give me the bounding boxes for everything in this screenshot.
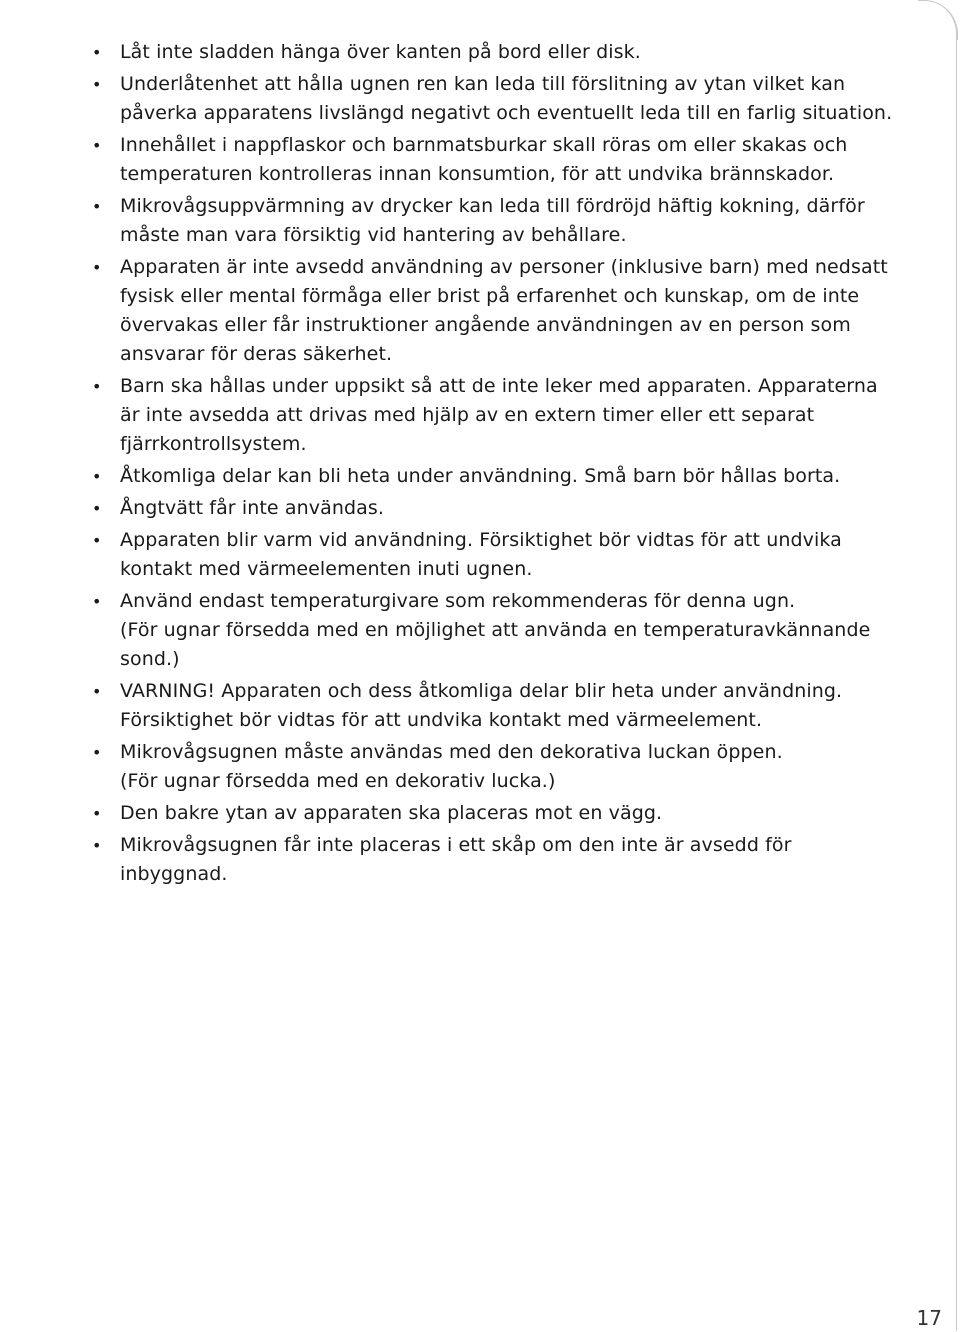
list-item-text: VARNING! Apparaten och dess åtkomliga delar blir heta under användning. Försiktighet bör vidtas för att undvika kontakt med värmeelement. bbox=[120, 680, 843, 731]
list-item bbox=[92, 462, 922, 491]
list-item bbox=[92, 131, 922, 189]
list-item bbox=[92, 831, 922, 889]
list-item-text: Använd endast temperaturgivare som rekommenderas för denna ugn. (För ugnar försedda med en möjlighet att använda en temperaturavkännande sond.) bbox=[120, 590, 871, 670]
list-item-text: Den bakre ytan av apparaten ska placeras mot en vägg. bbox=[120, 802, 663, 824]
list-item bbox=[92, 587, 922, 674]
bullet-icon: • bbox=[92, 531, 102, 550]
list-item-text: Låt inte sladden hänga över kanten på bord eller disk. bbox=[120, 41, 641, 63]
bullet-icon: • bbox=[92, 377, 102, 396]
safety-instructions-list bbox=[92, 38, 922, 892]
bullet-icon: • bbox=[92, 592, 102, 611]
list-item-text: Mikrovågsuppvärmning av drycker kan leda till fördröjd häftig kokning, därför måste man vara försiktig vid hantering av behållare. bbox=[120, 195, 865, 246]
list-item-text: Underlåtenhet att hålla ugnen ren kan leda till förslitning av ytan vilket kan påverka apparatens livslängd negativt och eventuellt leda till en farlig situation. bbox=[120, 73, 893, 124]
bullet-icon: • bbox=[92, 43, 102, 62]
list-item bbox=[92, 38, 922, 67]
bullet-icon: • bbox=[92, 258, 102, 277]
list-item-text: Apparaten är inte avsedd användning av personer (inklusive barn) med nedsatt fysisk eller mental förmåga eller brist på erfarenhet och kunskap, om de inte övervakas eller får instruktioner angående användningen av en person som ansvarar för deras säkerhet. bbox=[120, 256, 888, 365]
list-item-text: Innehållet i nappflaskor och barnmatsburkar skall röras om eller skakas och temperaturen kontrolleras innan konsumtion, för att undvika brännskador. bbox=[120, 134, 848, 185]
list-item bbox=[92, 192, 922, 250]
list-item-text: Ångtvätt får inte användas. bbox=[120, 497, 385, 519]
bullet-icon: • bbox=[92, 136, 102, 155]
list-item bbox=[92, 677, 922, 735]
bullet-icon: • bbox=[92, 743, 102, 762]
page-number: 17 bbox=[916, 1306, 942, 1330]
bullet-icon: • bbox=[92, 836, 102, 855]
bullet-icon: • bbox=[92, 75, 102, 94]
list-item bbox=[92, 70, 922, 128]
list-item-text: Mikrovågsugnen får inte placeras i ett skåp om den inte är avsedd för inbyggnad. bbox=[120, 834, 792, 885]
list-item-text: Åtkomliga delar kan bli heta under användning. Små barn bör hållas borta. bbox=[120, 465, 841, 487]
list-item bbox=[92, 494, 922, 523]
bullet-icon: • bbox=[92, 467, 102, 486]
list-item-text: Mikrovågsugnen måste användas med den dekorativa luckan öppen. (För ugnar försedda med en dekorativ lucka.) bbox=[120, 741, 783, 792]
list-item bbox=[92, 253, 922, 369]
bullet-icon: • bbox=[92, 499, 102, 518]
list-item bbox=[92, 372, 922, 459]
list-item-text: Barn ska hållas under uppsikt så att de inte leker med apparaten. Apparaterna är inte avsedda att drivas med hjälp av en extern timer eller ett separat fjärrkontrollsystem. bbox=[120, 375, 878, 455]
list-item bbox=[92, 799, 922, 828]
list-item-text: Apparaten blir varm vid användning. Försiktighet bör vidtas för att undvika kontakt med värmeelementen inuti ugnen. bbox=[120, 529, 842, 580]
bullet-icon: • bbox=[92, 197, 102, 216]
list-item bbox=[92, 526, 922, 584]
list-item bbox=[92, 738, 922, 796]
bullet-icon: • bbox=[92, 682, 102, 701]
bullet-icon: • bbox=[92, 804, 102, 823]
